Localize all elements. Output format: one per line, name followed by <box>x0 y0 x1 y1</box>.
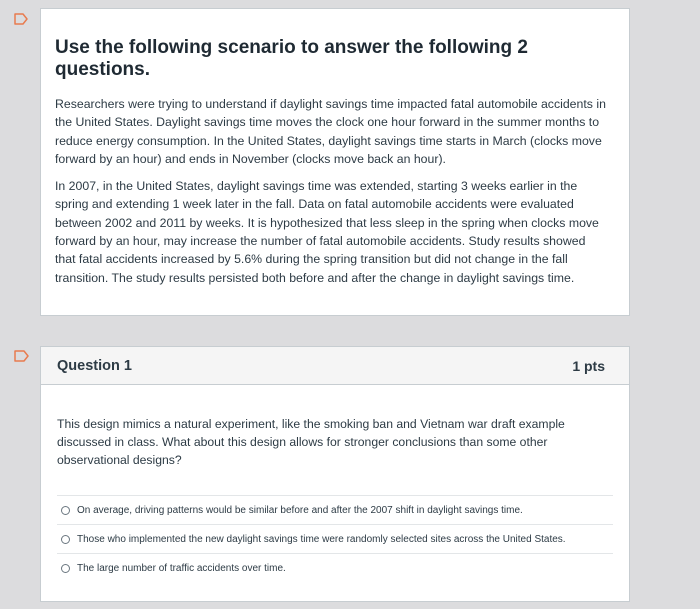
flag-icon[interactable] <box>14 350 28 362</box>
answer-option[interactable] <box>57 524 613 553</box>
question-title: Question 1 <box>57 357 132 374</box>
scenario-paragraph: In 2007, in the United States, daylight savings time was extended, starting 3 weeks earlier in the spring and extending 1 week later in the fall. Data on fatal automobile accidents were evaluated between 2002 and 2011 by weeks. It is hypothesized that less sleep in the spring when clocks move forward by an hour, may increase the number of fatal automobile accidents. Study results showed that fatal accidents increased by 5.6% during the spring transition but did not change in the fall transition. The study results persisted both before and after the change in daylight savings time. <box>55 179 599 285</box>
question-header <box>41 347 629 385</box>
answer-option[interactable] <box>57 495 613 524</box>
question-text: This design mimics a natural experiment, like the smoking ban and Vietnam war draft example discussed in class. What about this design allows for stronger conclusions than some other observational designs? <box>57 417 565 467</box>
answer-label: The large number of traffic accidents over time. <box>77 562 286 574</box>
scenario-paragraph: Researchers were trying to understand if daylight savings time impacted fatal automobile accidents in the United States. Daylight savings time moves the clock one hour forward in the summer months to reduce energy consumption. In the United States, daylight savings time starts in March (clocks move forward by an hour) and ends in November (clocks move back an hour). <box>55 97 606 166</box>
answer-option[interactable] <box>57 553 613 582</box>
answer-label: On average, driving patterns would be similar before and after the 2007 shift in daylight savings time. <box>77 504 523 516</box>
radio-button[interactable] <box>61 564 70 573</box>
answer-label: Those who implemented the new daylight savings time were randomly selected sites across the United States. <box>77 533 566 545</box>
answer-list <box>57 495 613 582</box>
scenario-title: Use the following scenario to answer the following 2 questions. <box>55 37 528 80</box>
scenario-card <box>40 8 630 316</box>
question-points: 1 pts <box>572 357 605 374</box>
flag-icon[interactable] <box>14 13 28 25</box>
radio-button[interactable] <box>61 506 70 515</box>
question-card <box>40 346 630 602</box>
radio-button[interactable] <box>61 535 70 544</box>
